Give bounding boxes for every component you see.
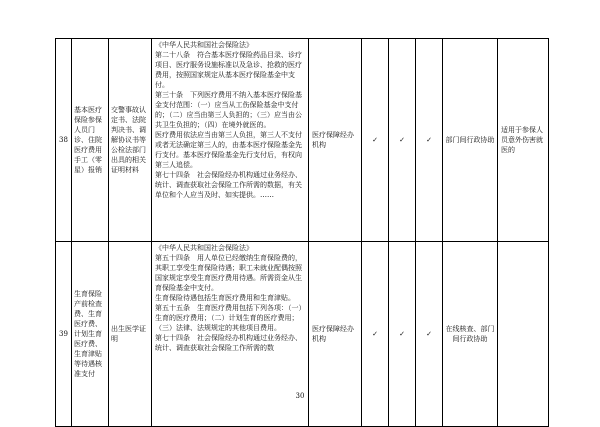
- basis-title: 《中华人民共和国社会保险法》: [155, 41, 253, 49]
- legal-basis: [152, 39, 309, 242]
- remarks: 适用于参保人员意外伤害就医的: [498, 39, 549, 242]
- basis-title: 《中华人民共和国社会保险法》: [155, 244, 253, 252]
- basis-clause: 第七十四条 社会保险经办机构通过业务经办、统计、调查获取社会保险工作所需的数: [155, 334, 302, 352]
- handling-department: 医疗保障经办机构: [309, 39, 362, 242]
- row-number: 39: [56, 242, 72, 427]
- verification-method: 在线核查、部门间行政协助: [443, 242, 498, 427]
- check-cell: [389, 39, 416, 242]
- row-number: 38: [56, 39, 72, 242]
- basis-clause: 生育保险待遇包括生育医疗费用和生育津贴。: [155, 294, 295, 302]
- service-item: 生育保险产前检查费、生育医疗费、计划生育医疗费、生育津贴等待遇核准支付: [72, 242, 109, 427]
- table-row: [56, 39, 549, 242]
- verification-method: 部门间行政协助: [443, 39, 498, 242]
- check-icon: ✓: [399, 136, 405, 144]
- check-icon: ✓: [426, 330, 432, 338]
- services-table: [55, 38, 549, 427]
- check-cell: [362, 39, 389, 242]
- check-cell: [416, 39, 443, 242]
- check-icon: ✓: [372, 330, 378, 338]
- basis-clause: 第五十四条 用人单位已经缴纳生育保险费的，其职工享受生育保险待遇；职工未就业配偶按照国家规定享受生育医疗费用待遇。所需资金从生育保险基金中支付。: [155, 254, 302, 292]
- service-item: 基本医疗保险参保人员门诊、住院医疗费用手工（零星）报销: [72, 39, 109, 242]
- required-materials: 出生医学证明: [109, 242, 152, 427]
- basis-clause: 第七十四条 社会保险经办机构通过业务经办、统计、调查获取社会保险工作所需的数据，有关单位和个人应当及时、如实提供。……: [155, 171, 302, 199]
- basis-clause: 第三十条 下列医疗费用不纳入基本医疗保险基金支付范围：（一）应当从工伤保险基金中支付的；（二）应当由第三人负担的；（三）应当由公共卫生负担的；（四）在境外就医的。: [155, 91, 302, 129]
- check-icon: ✓: [399, 330, 405, 338]
- basis-clause: 医疗费用依法应当由第三人负担，第三人不支付或者无法确定第三人的，由基本医疗保险基金先行支付。基本医疗保险基金先行支付后，有权向第三人追偿。: [155, 131, 302, 169]
- page-number: 30: [295, 392, 305, 400]
- handling-department: 医疗保障经办机构: [309, 242, 362, 427]
- basis-clause: 第五十五条 生育医疗费用包括下列各项：（一）生育的医疗费用；（二）计划生育的医疗费用；（三）法律、法规规定的其他项目费用。: [155, 304, 302, 332]
- check-icon: ✓: [426, 136, 432, 144]
- required-materials: 交警事故认定书、法院判决书、调解协议书等公检法部门出具的相关证明材料: [109, 39, 152, 242]
- check-icon: ✓: [372, 136, 378, 144]
- basis-clause: 第二十八条 符合基本医疗保险药品目录、诊疗项目、医疗服务设施标准以及急诊、抢救的医疗费用，按照国家规定从基本医疗保险基金中支付。: [155, 51, 302, 89]
